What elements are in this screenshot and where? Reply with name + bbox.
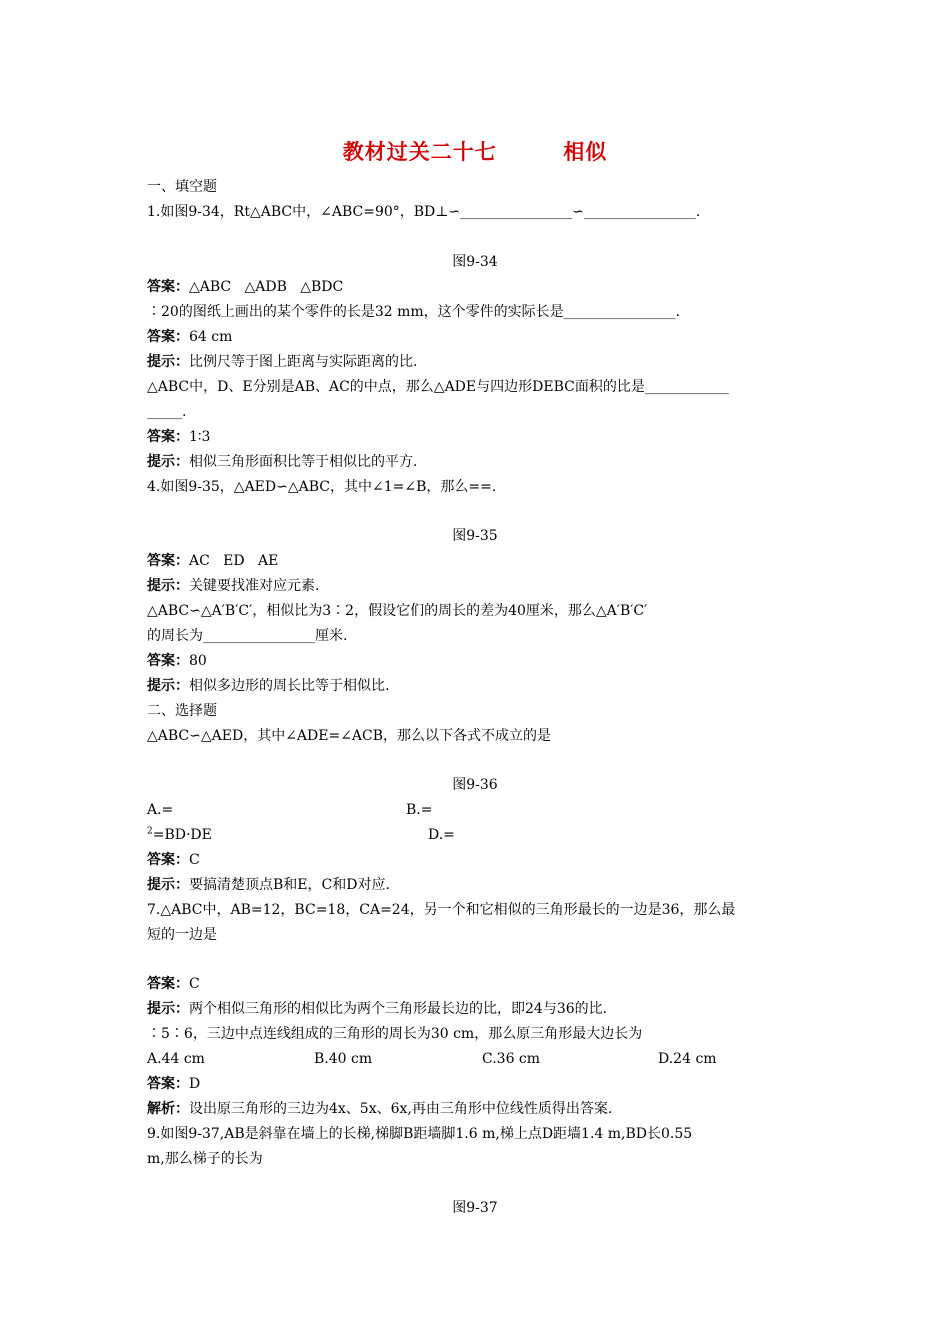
answer-label: 答案： (147, 852, 189, 868)
hint-label: 提示： (147, 454, 189, 470)
question-6: △ABC∽△AED，其中∠ADE=∠ACB，那么以下各式不成立的是 (147, 728, 552, 744)
answer-text: AC ED AE (189, 553, 279, 569)
answer-text: 64 cm (189, 329, 233, 345)
analysis-text: 设出原三角形的三边为4x、5x、6x,再由三角形中位线性质得出答案. (189, 1101, 613, 1117)
answer-label: 答案： (147, 553, 189, 569)
question-5-line-2: 的周长为________________厘米. (147, 628, 348, 644)
answer-label: 答案： (147, 329, 189, 345)
figure-caption-9-34: 图9-34 (452, 254, 498, 270)
answer-7 (147, 974, 200, 994)
hint-6 (147, 875, 390, 895)
hint-7 (147, 999, 607, 1019)
question-6-option-a: A.= (147, 802, 174, 818)
option-c-text: =BD·DE (152, 827, 212, 843)
question-6-option-d: D.= (428, 827, 455, 843)
superscript-2: 2 (147, 826, 153, 837)
question-8-option-b: B.40 cm (314, 1051, 373, 1067)
answer-label: 答案： (147, 976, 189, 992)
question-1: 1.如图9-34，Rt△ABC中，∠ABC=90°，BD⊥∽________________∽________________. (147, 204, 701, 220)
hint-text: 相似三角形面积比等于相似比的平方. (189, 454, 418, 470)
question-6-option-c (147, 825, 212, 845)
question-2: ∶20的图纸上画出的某个零件的长是32 mm，这个零件的实际长是________________. (147, 304, 681, 320)
answer-3 (147, 427, 210, 447)
question-7-line-2: 短的一边是 (147, 927, 217, 943)
hint-label: 提示： (147, 578, 189, 594)
question-7-line-1: 7.△ABC中，AB=12，BC=18，CA=24，另一个和它相似的三角形最长的一边是36，那么最 (147, 902, 736, 918)
figure-caption-9-37: 图9-37 (452, 1200, 498, 1216)
hint-text: 比例尺等于图上距离与实际距离的比. (189, 354, 418, 370)
answer-8 (147, 1074, 200, 1094)
answer-label: 答案： (147, 1076, 189, 1092)
answer-1 (147, 277, 343, 297)
page-title: 教材过关二十七 相似 (342, 140, 608, 164)
analysis-8 (147, 1099, 612, 1119)
question-8-option-c: C.36 cm (482, 1051, 541, 1067)
answer-6 (147, 850, 200, 870)
figure-caption-9-35: 图9-35 (452, 528, 498, 544)
answer-text: C (189, 976, 200, 992)
hint-text: 要搞清楚顶点B和E，C和D对应. (189, 877, 390, 893)
question-9-line-1: 9.如图9-37,AB是斜靠在墙上的长梯,梯脚B距墙脚1.6 m,梯上点D距墙1.4 m,BD长0.55 (147, 1126, 693, 1142)
question-3-line-1: △ABC中，D、E分别是AB、AC的中点，那么△ADE与四边形DEBC面积的比是____________ (147, 379, 729, 395)
hint-text: 关键要找准对应元素. (189, 578, 320, 594)
hint-label: 提示： (147, 877, 189, 893)
question-6-option-b: B.= (406, 802, 433, 818)
question-8-option-d: D.24 cm (658, 1051, 717, 1067)
hint-label: 提示： (147, 354, 189, 370)
analysis-label: 解析： (147, 1101, 189, 1117)
section-heading-fill-blank: 一、填空题 (147, 179, 217, 195)
hint-text: 两个相似三角形的相似比为两个三角形最长边的比，即24与36的比. (189, 1001, 608, 1017)
answer-text: C (189, 852, 200, 868)
question-5-line-1: △ABC∽△A′B′C′，相似比为3∶2，假设它们的周长的差为40厘米，那么△A′B′C′ (147, 603, 648, 619)
question-8-option-a: A.44 cm (147, 1051, 205, 1067)
hint-5 (147, 676, 389, 696)
answer-text: △ABC △ADB △BDC (189, 279, 344, 295)
answer-4 (147, 551, 278, 571)
answer-label: 答案： (147, 429, 189, 445)
hint-4 (147, 576, 319, 596)
section-heading-choice: 二、选择题 (147, 703, 217, 719)
hint-label: 提示： (147, 678, 189, 694)
question-3-line-2: _____. (147, 404, 187, 420)
answer-5 (147, 651, 207, 671)
answer-label: 答案： (147, 279, 189, 295)
question-4: 4.如图9-35，△AED∽△ABC，其中∠1=∠B，那么==. (147, 479, 497, 495)
answer-text: 80 (189, 653, 207, 669)
answer-2 (147, 327, 232, 347)
answer-text: 1∶3 (189, 429, 211, 445)
figure-caption-9-36: 图9-36 (452, 777, 498, 793)
hint-3 (147, 452, 417, 472)
answer-text: D (189, 1076, 201, 1092)
hint-text: 相似多边形的周长比等于相似比. (189, 678, 390, 694)
question-8: ∶5∶6，三边中点连线组成的三角形的周长为30 cm，那么原三角形最大边长为 (147, 1026, 643, 1042)
hint-2 (147, 352, 417, 372)
hint-label: 提示： (147, 1001, 189, 1017)
question-9-line-2: m,那么梯子的长为 (147, 1151, 263, 1167)
answer-label: 答案： (147, 653, 189, 669)
